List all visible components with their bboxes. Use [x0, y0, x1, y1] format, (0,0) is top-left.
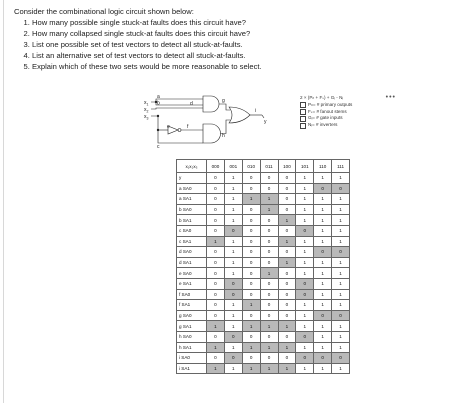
- table-cell: 1: [296, 300, 314, 311]
- fault-label: a SA1: [177, 194, 207, 205]
- table-row: [177, 363, 350, 374]
- table-cell: 0: [332, 247, 350, 258]
- table-cell: 1: [314, 321, 332, 332]
- table-cell: 1: [314, 300, 332, 311]
- table-cell: 1: [224, 183, 242, 194]
- table-cell: 1: [260, 194, 278, 205]
- table-cell: 0: [242, 204, 260, 215]
- table-cell: 0: [207, 173, 225, 184]
- table-cell: 1: [332, 236, 350, 247]
- table-cell: 0: [242, 225, 260, 236]
- fault-label: h SA0: [177, 331, 207, 342]
- fault-label: e SA1: [177, 278, 207, 289]
- table-cell: 1: [260, 321, 278, 332]
- wire-y: [262, 115, 264, 118]
- table-cell: 1: [296, 363, 314, 374]
- table-cell: 0: [224, 331, 242, 342]
- table-cell: 1: [296, 204, 314, 215]
- table-cell: 1: [260, 342, 278, 353]
- table-cell: 1: [332, 363, 350, 374]
- table-cell: 0: [207, 331, 225, 342]
- table-cell: 0: [207, 204, 225, 215]
- table-cell: 1: [332, 278, 350, 289]
- node-label-e: e: [167, 124, 170, 130]
- table-row: [177, 289, 350, 300]
- table-cell: 0: [278, 300, 296, 311]
- table-cell: 1: [314, 204, 332, 215]
- table-cell: 1: [224, 363, 242, 374]
- node-label-b: b: [157, 100, 160, 107]
- table-cell: 0: [242, 183, 260, 194]
- header-vector: 101: [296, 160, 314, 173]
- table-cell: 0: [207, 268, 225, 279]
- table-cell: 1: [296, 342, 314, 353]
- table-cell: 1: [332, 194, 350, 205]
- table-cell: 0: [260, 289, 278, 300]
- table-cell: 1: [278, 257, 296, 268]
- table-cell: 0: [242, 268, 260, 279]
- table-cell: 0: [207, 194, 225, 205]
- table-cell: 1: [332, 173, 350, 184]
- table-cell: 0: [242, 215, 260, 226]
- node-label-i: i: [255, 108, 257, 114]
- table-cell: 0: [314, 310, 332, 321]
- table-cell: 1: [296, 183, 314, 194]
- table-cell: 1: [224, 342, 242, 353]
- table-cell: 0: [314, 183, 332, 194]
- table-cell: 0: [278, 331, 296, 342]
- node-label-d: d: [190, 101, 193, 107]
- table-cell: 1: [296, 268, 314, 279]
- table-cell: 0: [207, 257, 225, 268]
- fault-label: i SA0: [177, 353, 207, 364]
- table-row: [177, 321, 350, 332]
- table-cell: 0: [260, 353, 278, 364]
- table-row: [177, 310, 350, 321]
- node-label-g: g: [222, 98, 225, 104]
- logic-circuit-diagram: [140, 88, 305, 150]
- table-cell: 1: [224, 300, 242, 311]
- table-cell: 1: [296, 194, 314, 205]
- checkbox-icon: [300, 123, 306, 129]
- table-cell: 1: [242, 321, 260, 332]
- table-cell: 1: [332, 204, 350, 215]
- table-row: [177, 247, 350, 258]
- table-row: [177, 342, 350, 353]
- header-vector: 110: [314, 160, 332, 173]
- question-item: 3. List one possible set of test vectors to detect all stuck-at-faults.: [32, 39, 454, 50]
- table-cell: 1: [278, 236, 296, 247]
- header-vector: 011: [260, 160, 278, 173]
- input-label-x3: $x_3$: [144, 114, 149, 121]
- table-cell: 1: [314, 331, 332, 342]
- table-cell: 1: [278, 215, 296, 226]
- fault-label: c SA1: [177, 236, 207, 247]
- question-item: 5. Explain which of these two sets would be more reasonable to select.: [32, 61, 454, 72]
- table-cell: 1: [314, 215, 332, 226]
- input-label-x1: $x_1$: [144, 100, 149, 107]
- table-cell: 0: [278, 183, 296, 194]
- table-row: [177, 268, 350, 279]
- more-options-icon[interactable]: •••: [385, 94, 396, 101]
- table-cell: 0: [278, 247, 296, 258]
- table-cell: 1: [314, 236, 332, 247]
- table-cell: 0: [296, 289, 314, 300]
- table-cell: 0: [296, 278, 314, 289]
- checkbox-icon: [300, 102, 306, 108]
- table-cell: 0: [260, 215, 278, 226]
- table-cell: 0: [242, 173, 260, 184]
- table-cell: 0: [207, 247, 225, 258]
- question-item: 2. How many collapsed single stuck-at faults does this circuit have?: [32, 28, 454, 39]
- table-cell: 0: [260, 310, 278, 321]
- table-cell: 1: [296, 173, 314, 184]
- table-cell: 0: [260, 225, 278, 236]
- table-cell: 0: [224, 278, 242, 289]
- header-vector: 100: [278, 160, 296, 173]
- table-row: [177, 183, 350, 194]
- and-gate-1: [203, 96, 219, 112]
- question-item: 1. How many possible single stuck-at faults does this circuit have?: [32, 17, 454, 28]
- table-cell: 1: [332, 257, 350, 268]
- table-cell: 1: [224, 321, 242, 332]
- wire-b: [156, 102, 203, 105]
- table-cell: 0: [314, 247, 332, 258]
- table-cell: 1: [242, 300, 260, 311]
- node-label-f: f: [187, 124, 189, 130]
- table-cell: 0: [260, 173, 278, 184]
- table-cell: 1: [278, 342, 296, 353]
- table-cell: 0: [260, 300, 278, 311]
- table-cell: 1: [332, 268, 350, 279]
- fault-label: b SA0: [177, 204, 207, 215]
- table-cell: 0: [260, 236, 278, 247]
- table-cell: 1: [332, 215, 350, 226]
- output-label-y: y: [264, 119, 267, 125]
- wire-h: [221, 120, 231, 134]
- header-vector: 000: [207, 160, 225, 173]
- note-item: Nᵢ= # inverters: [300, 122, 400, 129]
- wire-d: [151, 108, 203, 109]
- fault-label: i SA1: [177, 363, 207, 374]
- table-cell: 1: [332, 321, 350, 332]
- and-gate-2: [203, 124, 220, 143]
- node-label-h: h: [222, 133, 225, 139]
- table-row: [177, 194, 350, 205]
- table-cell: 0: [224, 225, 242, 236]
- table-cell: 0: [242, 257, 260, 268]
- table-cell: 0: [207, 183, 225, 194]
- header-vector: 010: [242, 160, 260, 173]
- table-row: [177, 215, 350, 226]
- table-cell: 0: [332, 353, 350, 364]
- table-cell: 1: [314, 363, 332, 374]
- table-cell: 1: [314, 278, 332, 289]
- table-cell: 1: [224, 236, 242, 247]
- note-item: Fₛ= # fanout stems: [300, 109, 400, 116]
- table-cell: 0: [242, 247, 260, 258]
- note-item: Gᵢ= # gate inputs: [300, 115, 400, 122]
- table-cell: 1: [296, 310, 314, 321]
- table-cell: 1: [332, 300, 350, 311]
- table-cell: 0: [242, 278, 260, 289]
- table-cell: 0: [260, 183, 278, 194]
- node-label-c: c: [157, 144, 160, 150]
- question-intro: Consider the combinational logic circuit shown below:: [14, 7, 194, 16]
- table-cell: 1: [260, 268, 278, 279]
- fault-label: d SA1: [177, 257, 207, 268]
- table-cell: 1: [207, 236, 225, 247]
- table-cell: 1: [224, 204, 242, 215]
- header-vector: 111: [332, 160, 350, 173]
- fault-table-container: [176, 159, 350, 379]
- table-body: [177, 173, 350, 374]
- table-cell: 1: [260, 204, 278, 215]
- table-cell: 1: [224, 257, 242, 268]
- table-cell: 0: [278, 268, 296, 279]
- question-block: [14, 6, 454, 72]
- table-cell: 1: [224, 268, 242, 279]
- table-cell: 1: [278, 321, 296, 332]
- table-cell: 1: [207, 363, 225, 374]
- table-header-row: [177, 160, 350, 173]
- fault-count-note: [300, 95, 400, 137]
- table-cell: 1: [224, 173, 242, 184]
- table-cell: 1: [332, 225, 350, 236]
- table-cell: 0: [278, 225, 296, 236]
- table-cell: 1: [314, 194, 332, 205]
- table-cell: 0: [278, 194, 296, 205]
- table-cell: 0: [278, 353, 296, 364]
- table-cell: 1: [207, 321, 225, 332]
- table-cell: 0: [278, 310, 296, 321]
- table-cell: 0: [296, 331, 314, 342]
- fault-label: f SA1: [177, 300, 207, 311]
- table-cell: 1: [314, 173, 332, 184]
- table-cell: 1: [224, 247, 242, 258]
- fanout-node: [157, 115, 159, 117]
- table-cell: 1: [224, 215, 242, 226]
- table-cell: 0: [260, 331, 278, 342]
- fault-label: h SA1: [177, 342, 207, 353]
- table-cell: 0: [278, 289, 296, 300]
- note-item: Pₙ= # primary outputs: [300, 102, 400, 109]
- table-cell: 0: [207, 353, 225, 364]
- table-cell: 1: [296, 236, 314, 247]
- table-cell: 0: [242, 310, 260, 321]
- left-divider: [3, 0, 4, 403]
- table-cell: 1: [296, 257, 314, 268]
- table-cell: 0: [242, 289, 260, 300]
- table-cell: 0: [242, 236, 260, 247]
- table-cell: 0: [207, 278, 225, 289]
- table-cell: 1: [260, 363, 278, 374]
- node-label-a: a: [157, 94, 160, 100]
- fault-label: f SA0: [177, 289, 207, 300]
- table-cell: 0: [207, 225, 225, 236]
- table-cell: 1: [224, 310, 242, 321]
- table-row: [177, 225, 350, 236]
- table-cell: 0: [260, 247, 278, 258]
- table-row: [177, 331, 350, 342]
- table-cell: 1: [332, 331, 350, 342]
- header-inputs: x₁x₂x₃: [177, 160, 207, 173]
- table-cell: 0: [278, 204, 296, 215]
- question-item: 4. List an alternative set of test vectors to detect all stuck-at-faults.: [32, 50, 454, 61]
- fault-label: a SA0: [177, 183, 207, 194]
- table-cell: 1: [314, 268, 332, 279]
- table-cell: 1: [224, 194, 242, 205]
- table-row: [177, 236, 350, 247]
- table-cell: 0: [260, 278, 278, 289]
- input-label-x2: $x_2$: [144, 107, 149, 114]
- fault-label: g SA0: [177, 310, 207, 321]
- table-row: [177, 353, 350, 364]
- fault-label: c SA0: [177, 225, 207, 236]
- fault-simulation-table: [176, 159, 350, 374]
- table-cell: 1: [242, 342, 260, 353]
- table-cell: 0: [224, 353, 242, 364]
- fault-label: y: [177, 173, 207, 184]
- table-cell: 1: [314, 225, 332, 236]
- table-cell: 1: [314, 342, 332, 353]
- table-cell: 1: [207, 342, 225, 353]
- fault-label: g SA1: [177, 321, 207, 332]
- table-cell: 0: [207, 300, 225, 311]
- table-row: [177, 204, 350, 215]
- fault-label: b SA1: [177, 215, 207, 226]
- table-row: [177, 278, 350, 289]
- table-cell: 1: [332, 289, 350, 300]
- table-cell: 1: [242, 194, 260, 205]
- table-cell: 0: [224, 289, 242, 300]
- table-cell: 0: [278, 173, 296, 184]
- fault-label: d SA0: [177, 247, 207, 258]
- table-cell: 0: [296, 225, 314, 236]
- question-list: [14, 17, 454, 72]
- table-cell: 1: [242, 363, 260, 374]
- wire-g: [219, 104, 230, 110]
- table-cell: 1: [314, 257, 332, 268]
- table-cell: 0: [278, 278, 296, 289]
- checkbox-icon: [300, 116, 306, 122]
- table-cell: 0: [260, 257, 278, 268]
- table-cell: 1: [332, 342, 350, 353]
- table-cell: 0: [296, 353, 314, 364]
- fanout-node: [157, 129, 159, 131]
- table-cell: 0: [207, 310, 225, 321]
- table-cell: 1: [314, 289, 332, 300]
- table-cell: 0: [332, 183, 350, 194]
- table-cell: 0: [207, 215, 225, 226]
- header-vector: 001: [224, 160, 242, 173]
- table-cell: 0: [314, 353, 332, 364]
- note-formula: 2 × (Pₙ + Fₛ) + Gᵢ - Nᵢ: [300, 95, 344, 100]
- or-gate: [229, 107, 250, 123]
- table-cell: 1: [278, 363, 296, 374]
- table-row: [177, 173, 350, 184]
- table-cell: 0: [242, 353, 260, 364]
- table-cell: 1: [296, 247, 314, 258]
- fault-label: e SA0: [177, 268, 207, 279]
- table-cell: 1: [296, 321, 314, 332]
- table-row: [177, 300, 350, 311]
- table-cell: 1: [296, 215, 314, 226]
- table-row: [177, 257, 350, 268]
- table-cell: 0: [332, 310, 350, 321]
- table-cell: 0: [207, 289, 225, 300]
- table-cell: 0: [242, 331, 260, 342]
- checkbox-icon: [300, 109, 306, 115]
